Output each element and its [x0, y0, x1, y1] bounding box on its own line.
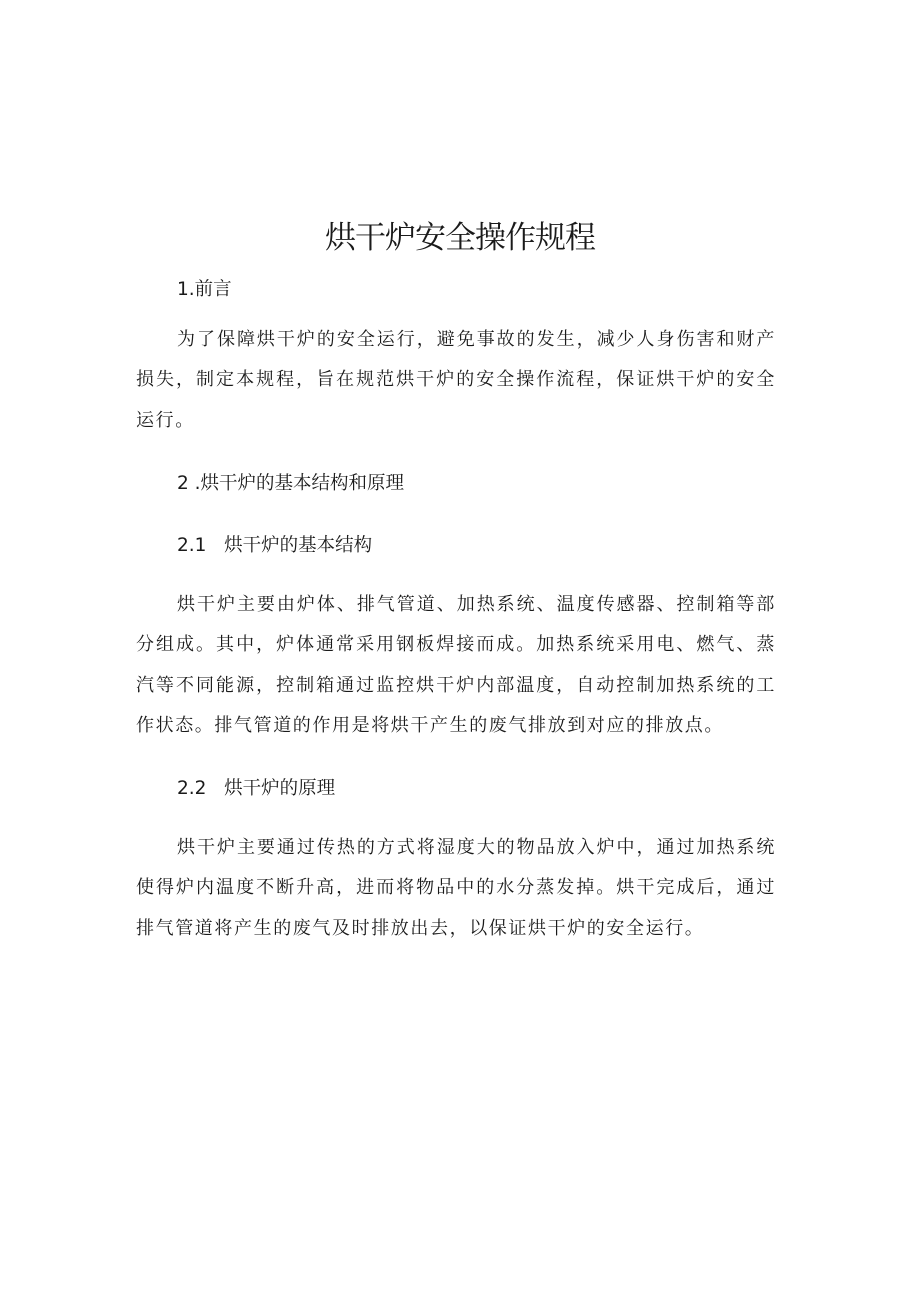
preface-paragraph: 为了保障烘干炉的安全运行，避免事故的发生，减少人身伤害和财产损失，制定本规程，旨在规范烘干炉的安全操作流程，保证烘干炉的安全运行。: [136, 329, 776, 431]
section-heading-preface: 1.前言: [177, 279, 232, 300]
section-heading-structure-principle: 2 .烘干炉的基本结构和原理: [177, 473, 405, 494]
subsection-heading-basic-structure: 2.1 烘干炉的基本结构: [177, 535, 373, 556]
document-title: 烘干炉安全操作规程: [325, 220, 595, 256]
basic-structure-paragraph: 烘干炉主要由炉体、排气管道、加热系统、温度传感器、控制箱等部分组成。其中，炉体通常采用钢板焊接而成。加热系统采用电、燃气、蒸汽等不同能源，控制箱通过监控烘干炉内部温度，自动控制加热系统的工作状态。排气管道的作用是将烘干产生的废气排放到对应的排放点。: [136, 594, 776, 736]
principle-paragraph: 烘干炉主要通过传热的方式将湿度大的物品放入炉中，通过加热系统使得炉内温度不断升高，进而将物品中的水分蒸发掉。烘干完成后，通过排气管道将产生的废气及时排放出去，以保证烘干炉的安全运行。: [136, 837, 776, 939]
subsection-heading-principle: 2.2 烘干炉的原理: [177, 778, 336, 799]
